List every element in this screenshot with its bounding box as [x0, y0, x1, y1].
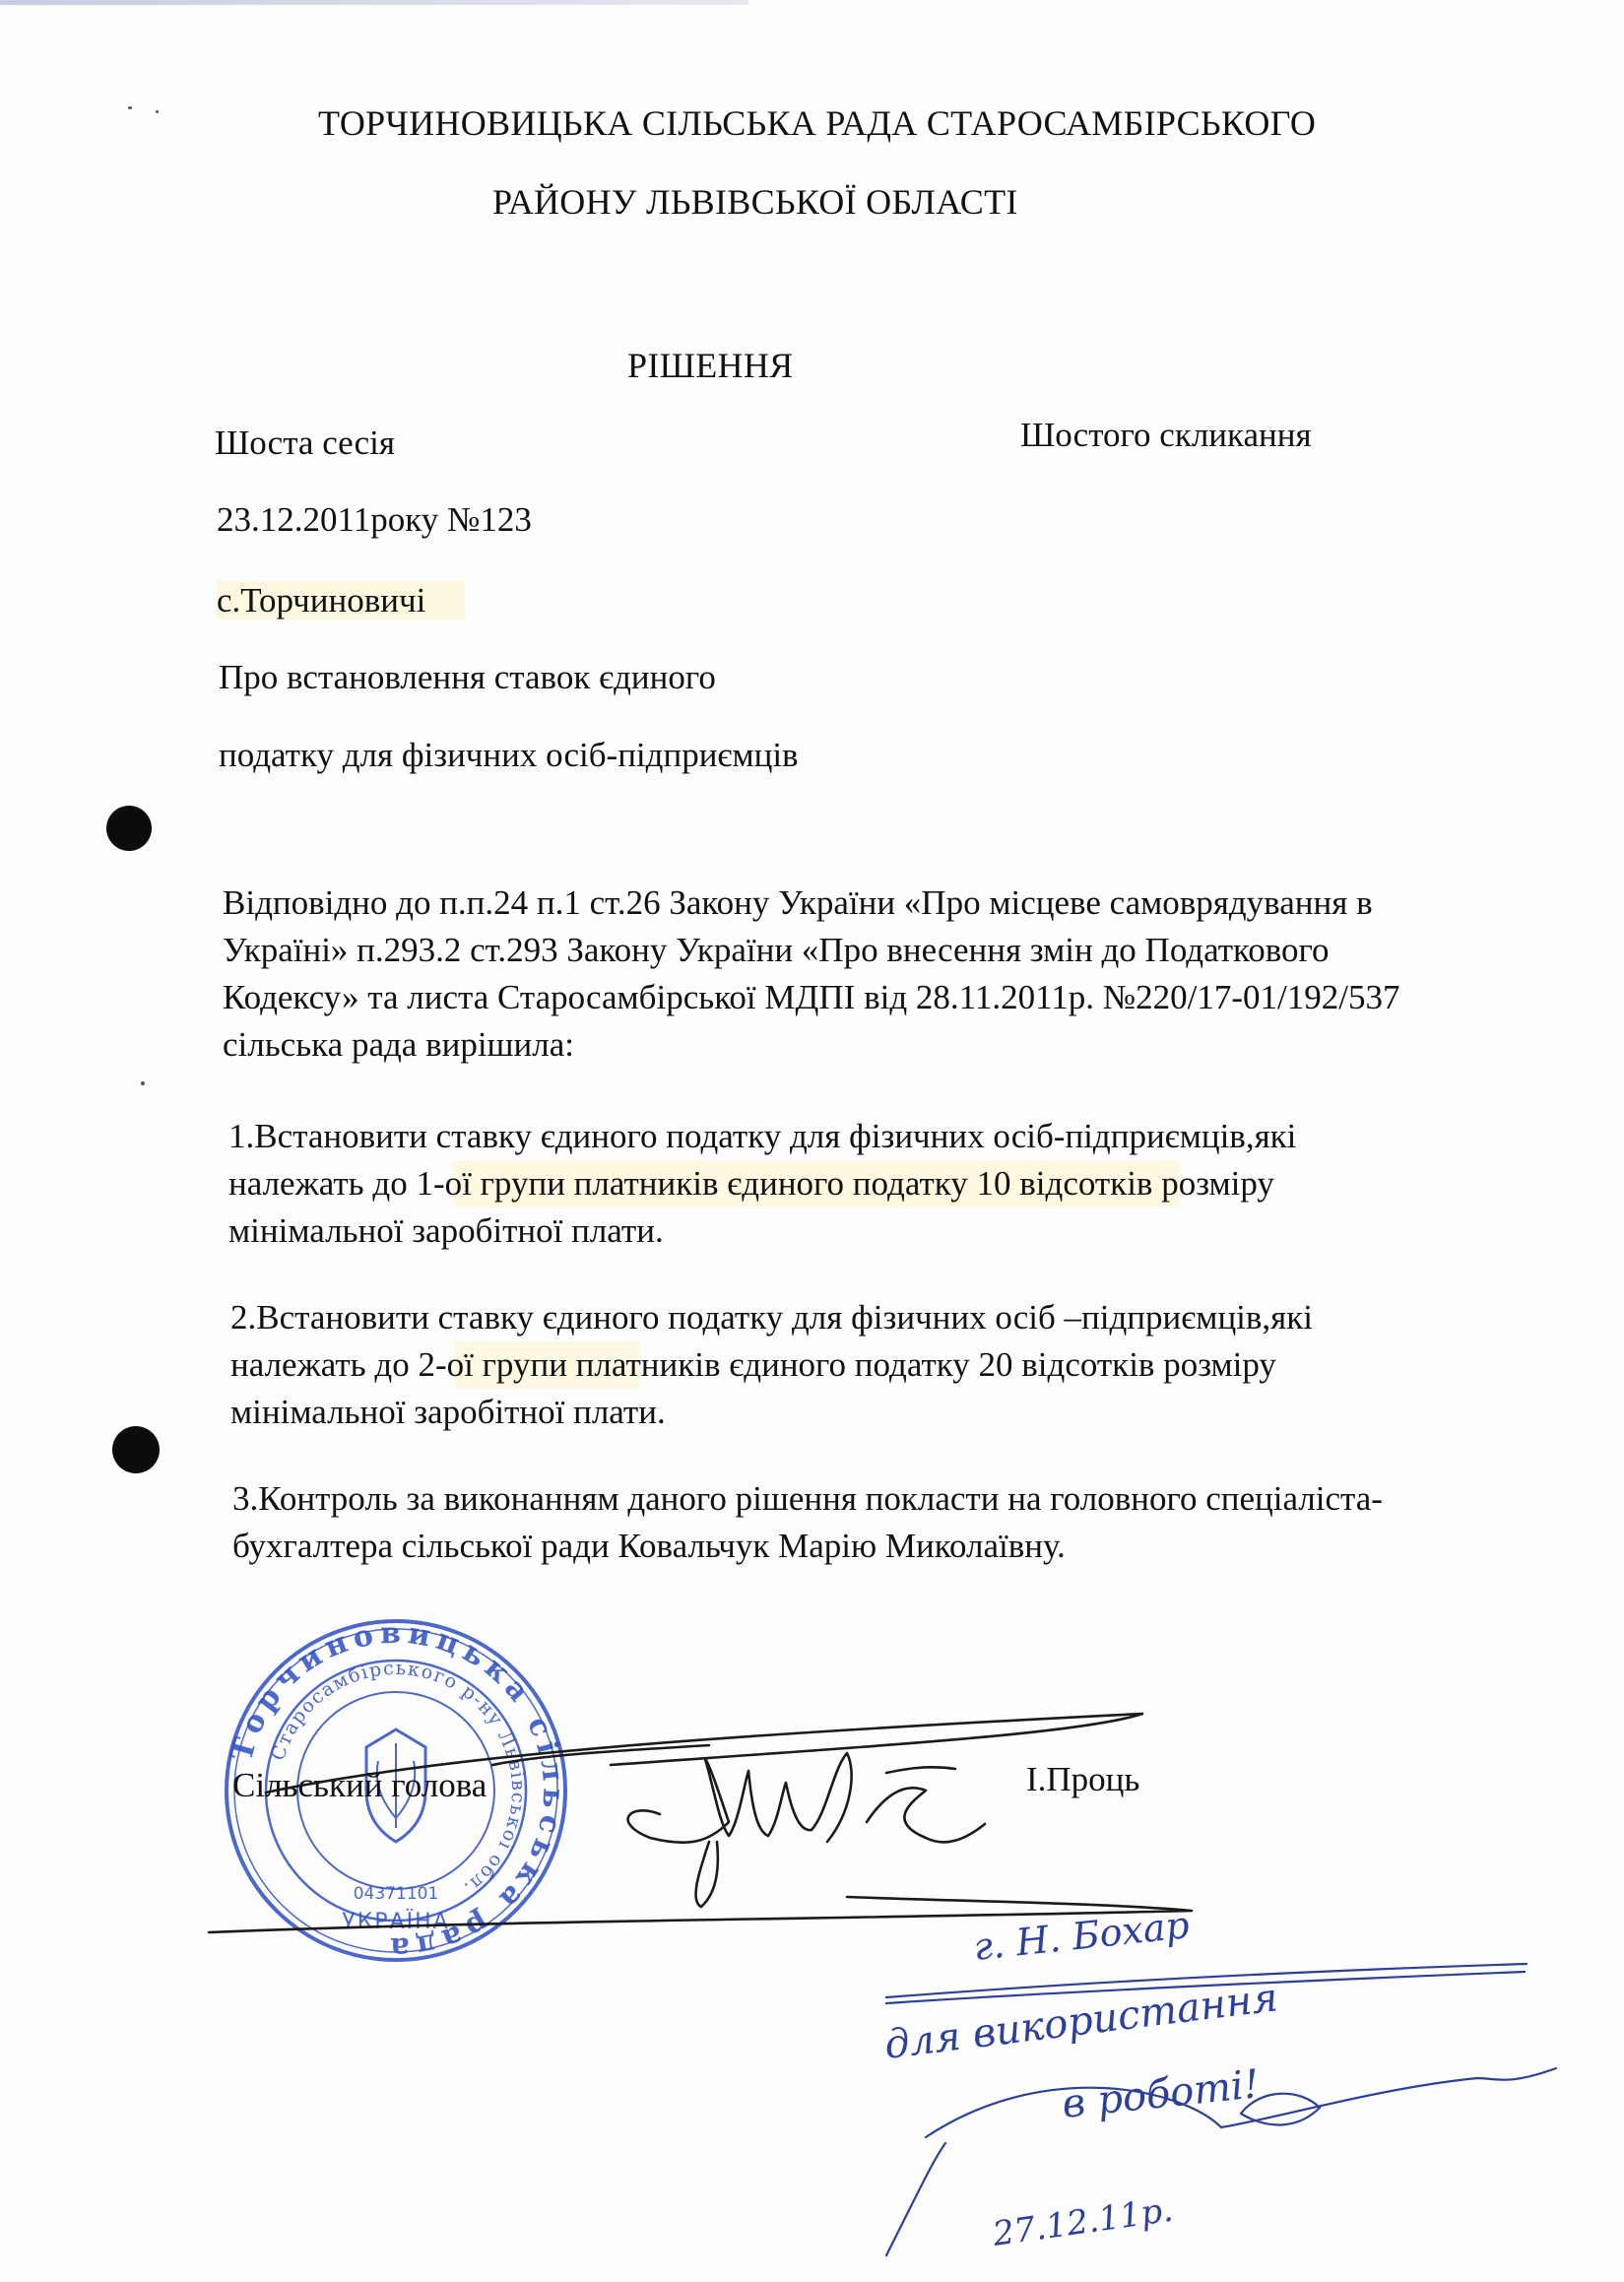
scan-speck [128, 106, 132, 109]
decision-item-3 [232, 1475, 1552, 1570]
resolution-line2: для використання [881, 1975, 1280, 2068]
convocation: Шостого скликання [1020, 416, 1312, 454]
item-line: мінімальної заробітної плати. [228, 1211, 664, 1250]
item-line: 1.Встановити ставку єдиного податку для фізичних осіб-підприємців,які [228, 1117, 1297, 1155]
place [217, 581, 465, 620]
resolution-handwriting [867, 1903, 1586, 2255]
preamble-line: Відповідно до п.п.24 п.1 ст.26 Закону України «Про місцеве самоврядування в [223, 883, 1373, 922]
stamp-inner-text: Старосамбірського р-ну Львівської обл. [267, 1657, 530, 1900]
resolution-line1: г. Н. Бохар [971, 1903, 1192, 1969]
preamble [223, 880, 1542, 1069]
item-line: мінімальної заробітної плати. [230, 1393, 666, 1431]
preamble-line: сільська рада вирішила: [223, 1025, 574, 1064]
item-line: належать до 1-ої групи платників єдиного податку 10 відсотків розміру [228, 1160, 1548, 1207]
item-line: 3.Контроль за виконанням даного рішення покласти на головного спеціаліста- [232, 1479, 1383, 1518]
signature [197, 1674, 1280, 1930]
signatory-name: І.Проць [1026, 1760, 1140, 1798]
preamble-line: Кодексу» та листа Старосамбірської МДПІ від 28.11.2011р. №220/17-01/192/537 [223, 978, 1400, 1016]
scan-speck [141, 1081, 145, 1085]
decision-item-1 [228, 1113, 1548, 1255]
punch-hole [112, 1426, 160, 1473]
decision-item-2 [230, 1294, 1550, 1436]
scan-edge [0, 0, 748, 5]
place-text: с.Торчиновичі [217, 581, 465, 619]
item-line: належать до 2-ої групи платників єдиного податку 20 відсотків розміру [230, 1341, 1550, 1389]
item-line: бухгалтера сільської ради Ковальчук Марію Миколаївну. [232, 1527, 1066, 1565]
subject-line1: Про встановлення ставок єдиного [219, 658, 716, 696]
session: Шоста сесія [215, 424, 395, 462]
signatory-title: Сільський голова [232, 1766, 487, 1804]
date-number: 23.12.2011року №123 [217, 500, 532, 539]
stamp-outer-text: Торчиновицька сільська рада [225, 1615, 571, 1966]
subject-line2: податку для фізичних осіб-підприємців [219, 736, 799, 774]
document-type: РІШЕННЯ [627, 346, 794, 385]
preamble-line: Україні» п.293.2 ст.293 Закону України «Про внесення змін до Податкового [223, 931, 1330, 969]
stamp-country: УКРАЇНА [342, 1910, 450, 1934]
item-line: 2.Встановити ставку єдиного податку для фізичних осіб –підприємців,які [230, 1298, 1313, 1337]
council-name-line1: ТОРЧИНОВИЦЬКА СІЛЬСЬКА РАДА СТАРОСАМБІРСЬКОГО [318, 103, 1317, 143]
council-name-line2: РАЙОНУ ЛЬВІВСЬКОЇ ОБЛАСТІ [492, 182, 1018, 222]
punch-hole [106, 806, 152, 851]
scan-speck [156, 110, 159, 113]
stamp-code: 04371101 [353, 1884, 439, 1904]
resolution-date: 27.12.11р. [990, 2189, 1176, 2254]
resolution-line3: в роботі! [1060, 2061, 1262, 2127]
